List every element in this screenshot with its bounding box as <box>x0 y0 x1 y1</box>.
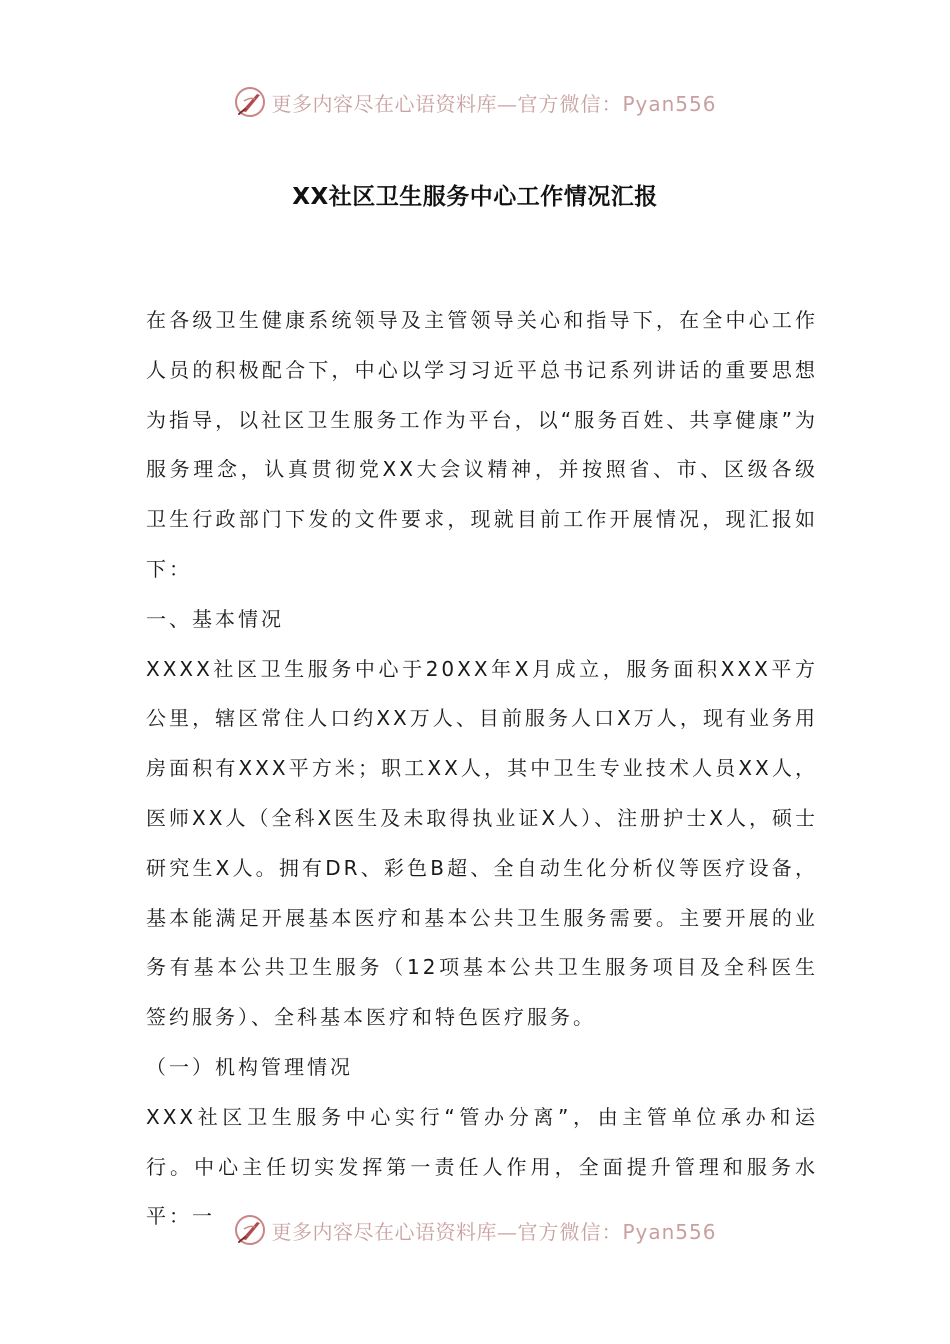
watermark-wechat: 官方微信：Pyan556 <box>517 91 717 116</box>
watermark-text: 更多内容尽在心语资料库— <box>271 1219 518 1244</box>
subsection-heading-management: （一）机构管理情况 <box>146 1054 353 1079</box>
quill-logo-icon <box>233 85 267 119</box>
document-title: XX社区卫生服务中心工作情况汇报 <box>292 184 658 210</box>
watermark-banner-top <box>0 80 950 124</box>
quill-logo-icon <box>233 1213 267 1247</box>
watermark-banner-bottom <box>0 1208 950 1252</box>
watermark-text: 更多内容尽在心语资料库— <box>271 91 518 116</box>
document-body <box>146 296 818 1242</box>
watermark-wechat: 官方微信：Pyan556 <box>517 1219 717 1244</box>
intro-paragraph: 在各级卫生健康系统领导及主管领导关心和指导下，在全中心工作人员的积极配合下，中心以学习习近平总书记系列讲话的重要思想为指导，以社区卫生服务工作为平台，以“服务百姓、共享健康”为服务理念，认真贯彻党XX大会议精神，并按照省、市、区级各级卫生行政部门下发的文件要求，现就目前工作开展情况，现汇报如下： <box>146 308 818 581</box>
basic-info-paragraph: XXXX社区卫生服务中心于20XX年X月成立，服务面积XXX平方公里，辖区常住人口约XX万人、目前服务人口X万人，现有业务用房面积有XXX平方米；职工XX人，其中卫生专业技术人员XX人，医师XX人（全科X医生及未取得执业证X人）、注册护士X人，硕士研究生X人。拥有DR、彩色B超、全自动生化分析仪等医疗设备，基本能满足开展基本医疗和基本公共卫生服务需要。主要开展的业务有基本公共卫生服务（12项基本公共卫生服务项目及全科医生签约服务）、全科基本医疗和特色医疗服务。 <box>146 656 818 1030</box>
section-heading-basic-info: 一、基本情况 <box>146 606 284 631</box>
management-paragraph: XXX社区卫生服务中心实行“管办分离”，由主管单位承办和运行。中心主任切实发挥第一责任人作用，全面提升管理和服务水平：一 <box>146 1104 818 1229</box>
